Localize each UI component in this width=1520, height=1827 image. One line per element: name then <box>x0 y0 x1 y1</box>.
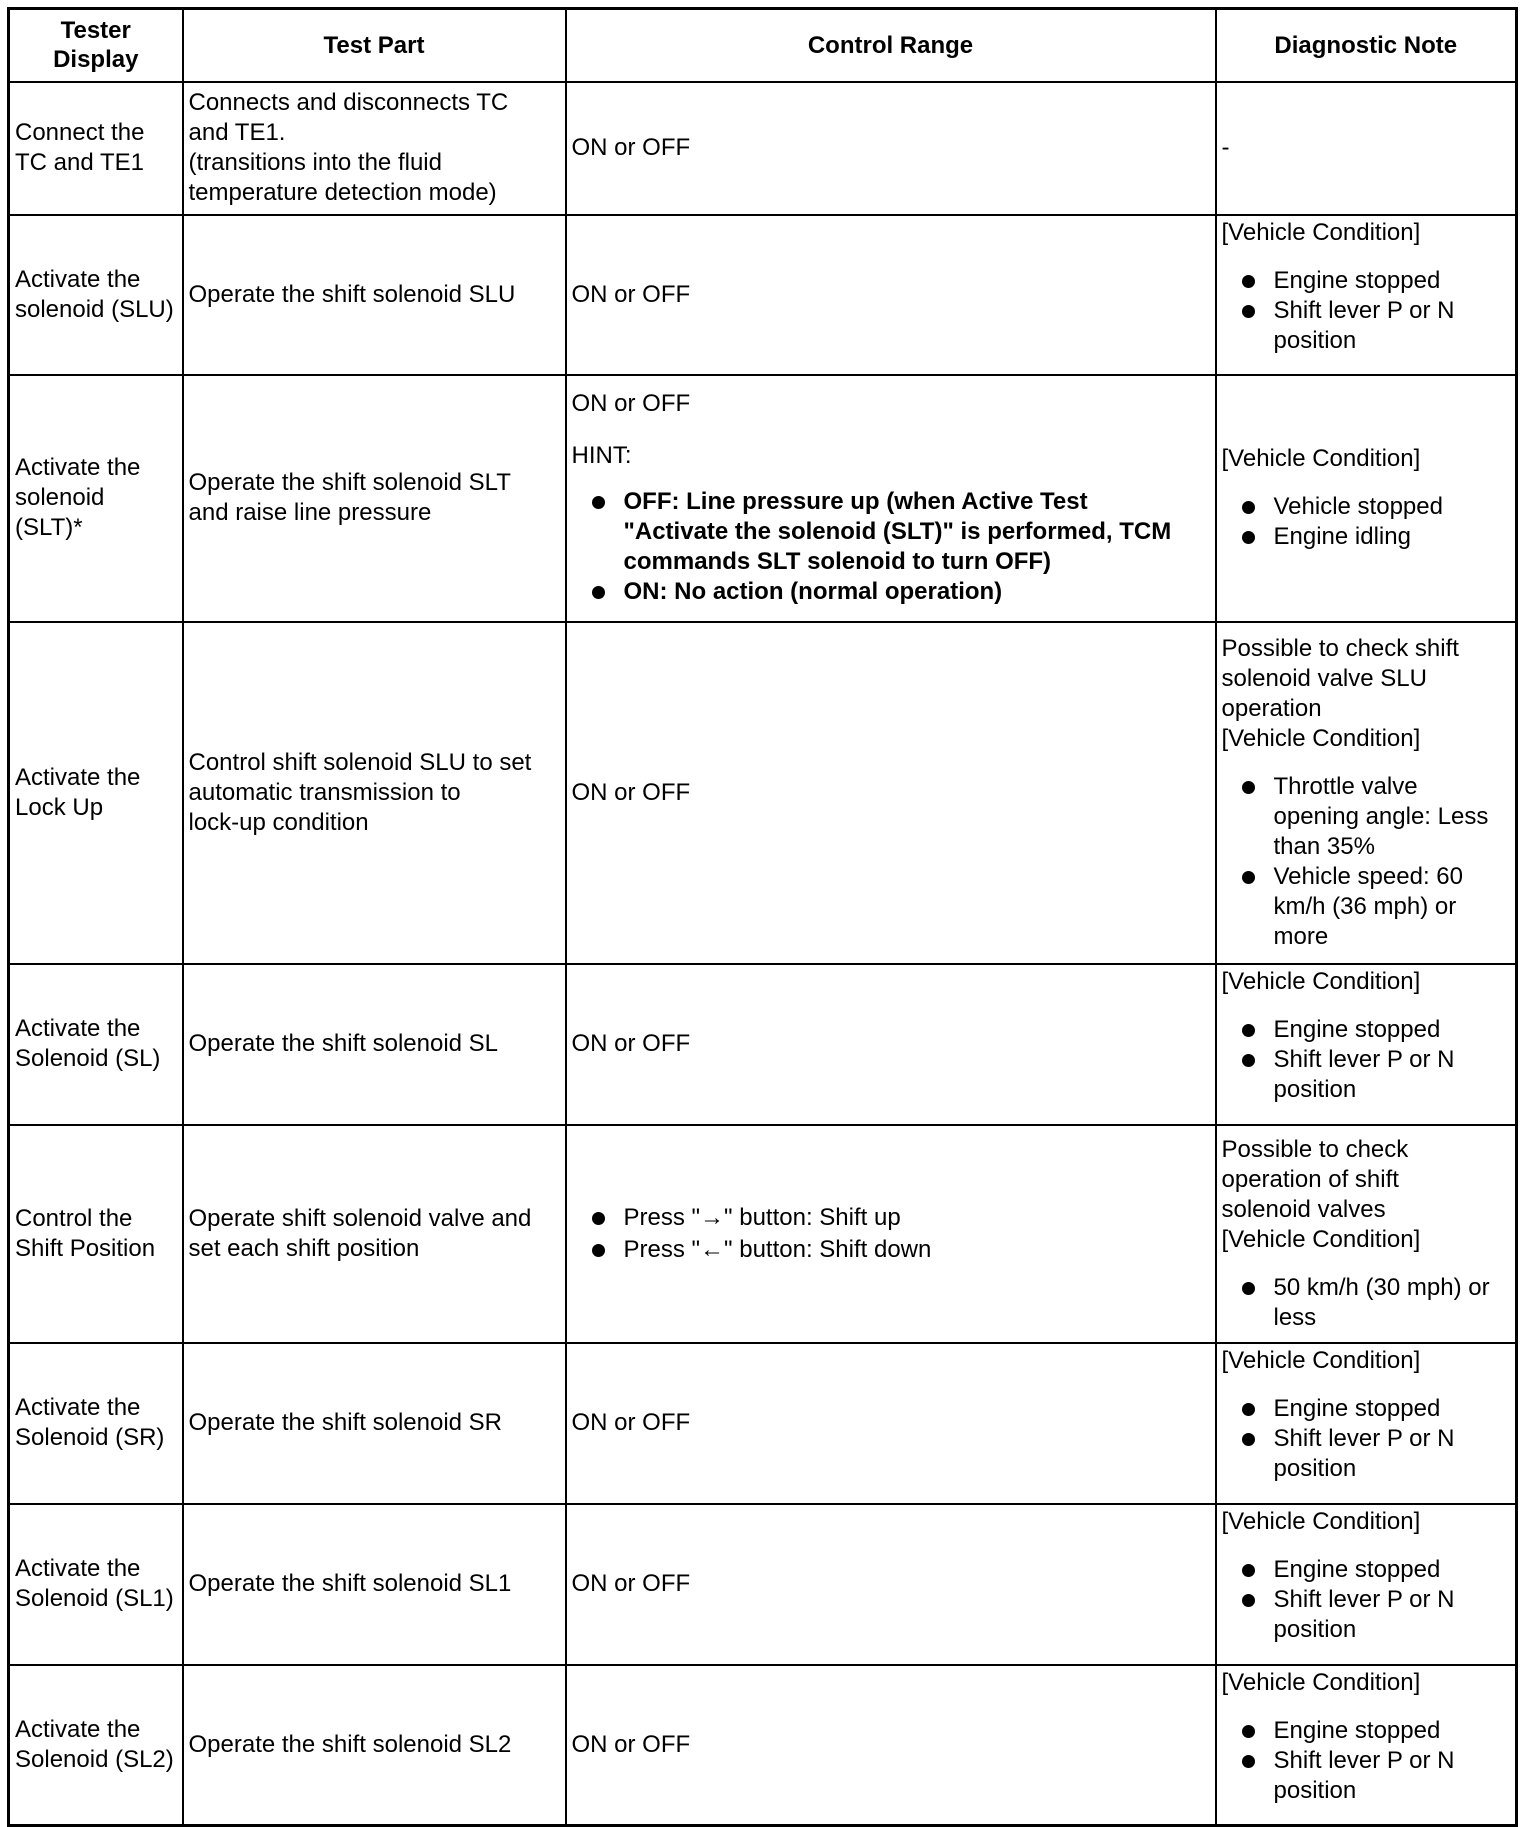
control-range-text: ON or OFF <box>571 134 691 161</box>
cell-test-part: Operate the shift solenoid SLU <box>183 215 566 375</box>
cell-test-part: Control shift solenoid SLU to set automatic transmission to lock-up condition <box>183 622 566 964</box>
diagnostic-note-text: Possible to check operation of shift solenoid valves <box>1221 1135 1409 1223</box>
range-item-text: Press "←" button: Shift down <box>623 1235 932 1263</box>
table-row <box>9 1125 1517 1343</box>
condition-item <box>1242 1424 1511 1484</box>
cell-diagnostic-note <box>1216 1504 1517 1665</box>
cell-control-range <box>566 82 1216 215</box>
bullet-dot-icon <box>1242 781 1255 794</box>
condition-item-text: Shift lever P or N position <box>1273 1746 1455 1804</box>
header-test-part: Test Part <box>183 9 566 82</box>
cell-diagnostic-note <box>1216 1343 1517 1504</box>
cell-tester-display: Activate the Solenoid (SL1) <box>9 1504 183 1665</box>
vehicle-condition-label: [Vehicle Condition] <box>1221 1225 1421 1253</box>
hint-item <box>592 487 1210 577</box>
condition-item <box>1242 492 1511 522</box>
diagnostic-note-text: Possible to check shift solenoid valve SLU operation <box>1221 634 1459 722</box>
condition-item-list <box>1222 1394 1511 1484</box>
condition-item-text: Vehicle speed: 60 km/h (36 mph) or more <box>1273 862 1463 950</box>
cell-tester-display: Activate the Solenoid (SL) <box>9 964 183 1125</box>
cell-tester-display: Activate the Solenoid (SL2) <box>9 1665 183 1826</box>
condition-item-text: Engine stopped <box>1273 1555 1441 1583</box>
condition-item-text: Engine stopped <box>1273 1394 1441 1422</box>
condition-item-text: Engine stopped <box>1273 1015 1441 1043</box>
condition-item-list <box>1222 1273 1511 1333</box>
condition-item-text: Shift lever P or N position <box>1273 1585 1455 1643</box>
control-range-text: ON or OFF <box>571 778 691 806</box>
condition-item-list <box>1222 492 1511 552</box>
table-row <box>9 1665 1517 1826</box>
hint-item-list <box>572 487 1210 607</box>
hint-label: HINT: <box>571 442 632 469</box>
range-item-list <box>572 1202 1210 1266</box>
condition-item-text: Shift lever P or N position <box>1273 1424 1455 1482</box>
table-row <box>9 964 1517 1125</box>
cell-tester-display: Activate the Solenoid (SR) <box>9 1343 183 1504</box>
cell-tester-display: Activate the Lock Up <box>9 622 183 964</box>
bullet-dot-icon <box>1242 1054 1255 1067</box>
bullet-dot-icon <box>1242 1433 1255 1446</box>
cell-diagnostic-note <box>1216 964 1517 1125</box>
cell-diagnostic-note <box>1216 375 1517 622</box>
cell-control-range <box>566 1665 1216 1826</box>
table-body <box>9 82 1517 1826</box>
hint-item <box>592 577 1210 607</box>
cell-control-range <box>566 375 1216 622</box>
header-row <box>9 9 1517 82</box>
bullet-dot-icon <box>592 1212 605 1225</box>
vehicle-condition-label: [Vehicle Condition] <box>1221 1346 1421 1374</box>
cell-tester-display: Activate the solenoid (SLT)* <box>9 375 183 622</box>
table-row <box>9 1343 1517 1504</box>
condition-item-list <box>1222 1716 1511 1806</box>
table-row <box>9 622 1517 964</box>
header-diagnostic-note: Diagnostic Note <box>1216 9 1517 82</box>
condition-item <box>1242 862 1511 952</box>
condition-item-text: Engine stopped <box>1273 1716 1441 1744</box>
cell-control-range <box>566 964 1216 1125</box>
range-item <box>592 1202 1210 1234</box>
control-range-text: ON or OFF <box>571 280 691 308</box>
cell-tester-display: Connect the TC and TE1 <box>9 82 183 215</box>
vehicle-condition-label: [Vehicle Condition] <box>1221 724 1421 752</box>
cell-diagnostic-note <box>1216 1665 1517 1826</box>
condition-item <box>1242 772 1511 862</box>
bullet-dot-icon <box>1242 1594 1255 1607</box>
bullet-dot-icon <box>1242 1725 1255 1738</box>
vehicle-condition-label: [Vehicle Condition] <box>1221 445 1421 472</box>
cell-control-range <box>566 1125 1216 1343</box>
condition-item <box>1242 266 1511 296</box>
table-row <box>9 82 1517 215</box>
header-control-range: Control Range <box>566 9 1216 82</box>
cell-test-part: Operate the shift solenoid SL2 <box>183 1665 566 1826</box>
condition-item-text: Shift lever P or N position <box>1273 296 1455 354</box>
condition-item <box>1242 1555 1511 1585</box>
condition-item-list <box>1222 266 1511 356</box>
cell-test-part: Connects and disconnects TC and TE1. (transitions into the fluid temperature detection mode) <box>183 82 566 215</box>
condition-item-text: Throttle valve opening angle: Less than 35% <box>1273 772 1489 860</box>
bullet-dot-icon <box>1242 1755 1255 1768</box>
bullet-dot-icon <box>1242 1403 1255 1416</box>
bullet-dot-icon <box>1242 1282 1255 1295</box>
cell-test-part: Operate shift solenoid valve and set each shift position <box>183 1125 566 1343</box>
cell-test-part: Operate the shift solenoid SR <box>183 1343 566 1504</box>
cell-control-range <box>566 1504 1216 1665</box>
condition-item-text: Vehicle stopped <box>1273 493 1443 520</box>
active-test-document <box>7 7 1515 1817</box>
condition-item-text: Engine idling <box>1273 523 1411 550</box>
hint-item-text: ON: No action (normal operation) <box>623 578 1003 605</box>
hint-item-text: OFF: Line pressure up (when Active Test "Activate the solenoid (SLT)" is performed, TCM commands SLT solenoid to turn OFF) <box>623 488 1172 575</box>
table-row <box>9 1504 1517 1665</box>
bullet-dot-icon <box>1242 275 1255 288</box>
active-test-table <box>7 7 1518 1827</box>
cell-tester-display: Control the Shift Position <box>9 1125 183 1343</box>
condition-item-text: 50 km/h (30 mph) or less <box>1273 1273 1490 1331</box>
table-row <box>9 215 1517 375</box>
vehicle-condition-label: [Vehicle Condition] <box>1221 218 1421 246</box>
bullet-dot-icon <box>1242 1024 1255 1037</box>
table-row <box>9 375 1517 622</box>
cell-diagnostic-note <box>1216 215 1517 375</box>
cell-test-part: Operate the shift solenoid SLT and raise line pressure <box>183 375 566 622</box>
bullet-dot-icon <box>1242 305 1255 318</box>
condition-item <box>1242 296 1511 356</box>
condition-item <box>1242 1273 1511 1333</box>
condition-item <box>1242 522 1511 552</box>
range-item-text: Press "→" button: Shift up <box>623 1203 901 1231</box>
condition-item-list <box>1222 1015 1511 1105</box>
condition-item <box>1242 1394 1511 1424</box>
control-range-text: ON or OFF <box>571 1730 691 1758</box>
cell-diagnostic-note <box>1216 1125 1517 1343</box>
cell-diagnostic-note <box>1216 622 1517 964</box>
bullet-dot-icon <box>1242 501 1255 514</box>
condition-item-text: Engine stopped <box>1273 266 1441 294</box>
condition-item-list <box>1222 772 1511 952</box>
header-tester-display: Tester Display <box>9 9 183 82</box>
control-range-text: ON or OFF <box>571 1030 691 1057</box>
control-range-text: ON or OFF <box>571 1570 691 1597</box>
cell-control-range <box>566 1343 1216 1504</box>
condition-item <box>1242 1015 1511 1045</box>
condition-item <box>1242 1585 1511 1645</box>
cell-control-range <box>566 215 1216 375</box>
cell-control-range <box>566 622 1216 964</box>
bullet-dot-icon <box>1242 1564 1255 1577</box>
cell-test-part: Operate the shift solenoid SL1 <box>183 1504 566 1665</box>
control-range-text: ON or OFF <box>571 390 691 417</box>
range-item <box>592 1234 1210 1266</box>
condition-item-text: Shift lever P or N position <box>1273 1045 1455 1103</box>
bullet-dot-icon <box>592 496 605 509</box>
condition-item-list <box>1222 1555 1511 1645</box>
cell-test-part: Operate the shift solenoid SL <box>183 964 566 1125</box>
bullet-dot-icon <box>592 1244 605 1257</box>
condition-item <box>1242 1045 1511 1105</box>
condition-item <box>1242 1716 1511 1746</box>
bullet-dot-icon <box>592 586 605 599</box>
bullet-dot-icon <box>1242 531 1255 544</box>
vehicle-condition-label: [Vehicle Condition] <box>1221 1507 1421 1535</box>
vehicle-condition-label: [Vehicle Condition] <box>1221 967 1421 995</box>
condition-item <box>1242 1746 1511 1806</box>
bullet-dot-icon <box>1242 871 1255 884</box>
vehicle-condition-label: [Vehicle Condition] <box>1221 1668 1421 1696</box>
cell-tester-display: Activate the solenoid (SLU) <box>9 215 183 375</box>
diagnostic-note-text: - <box>1221 134 1230 161</box>
control-range-text: ON or OFF <box>571 1409 691 1436</box>
cell-diagnostic-note <box>1216 82 1517 215</box>
